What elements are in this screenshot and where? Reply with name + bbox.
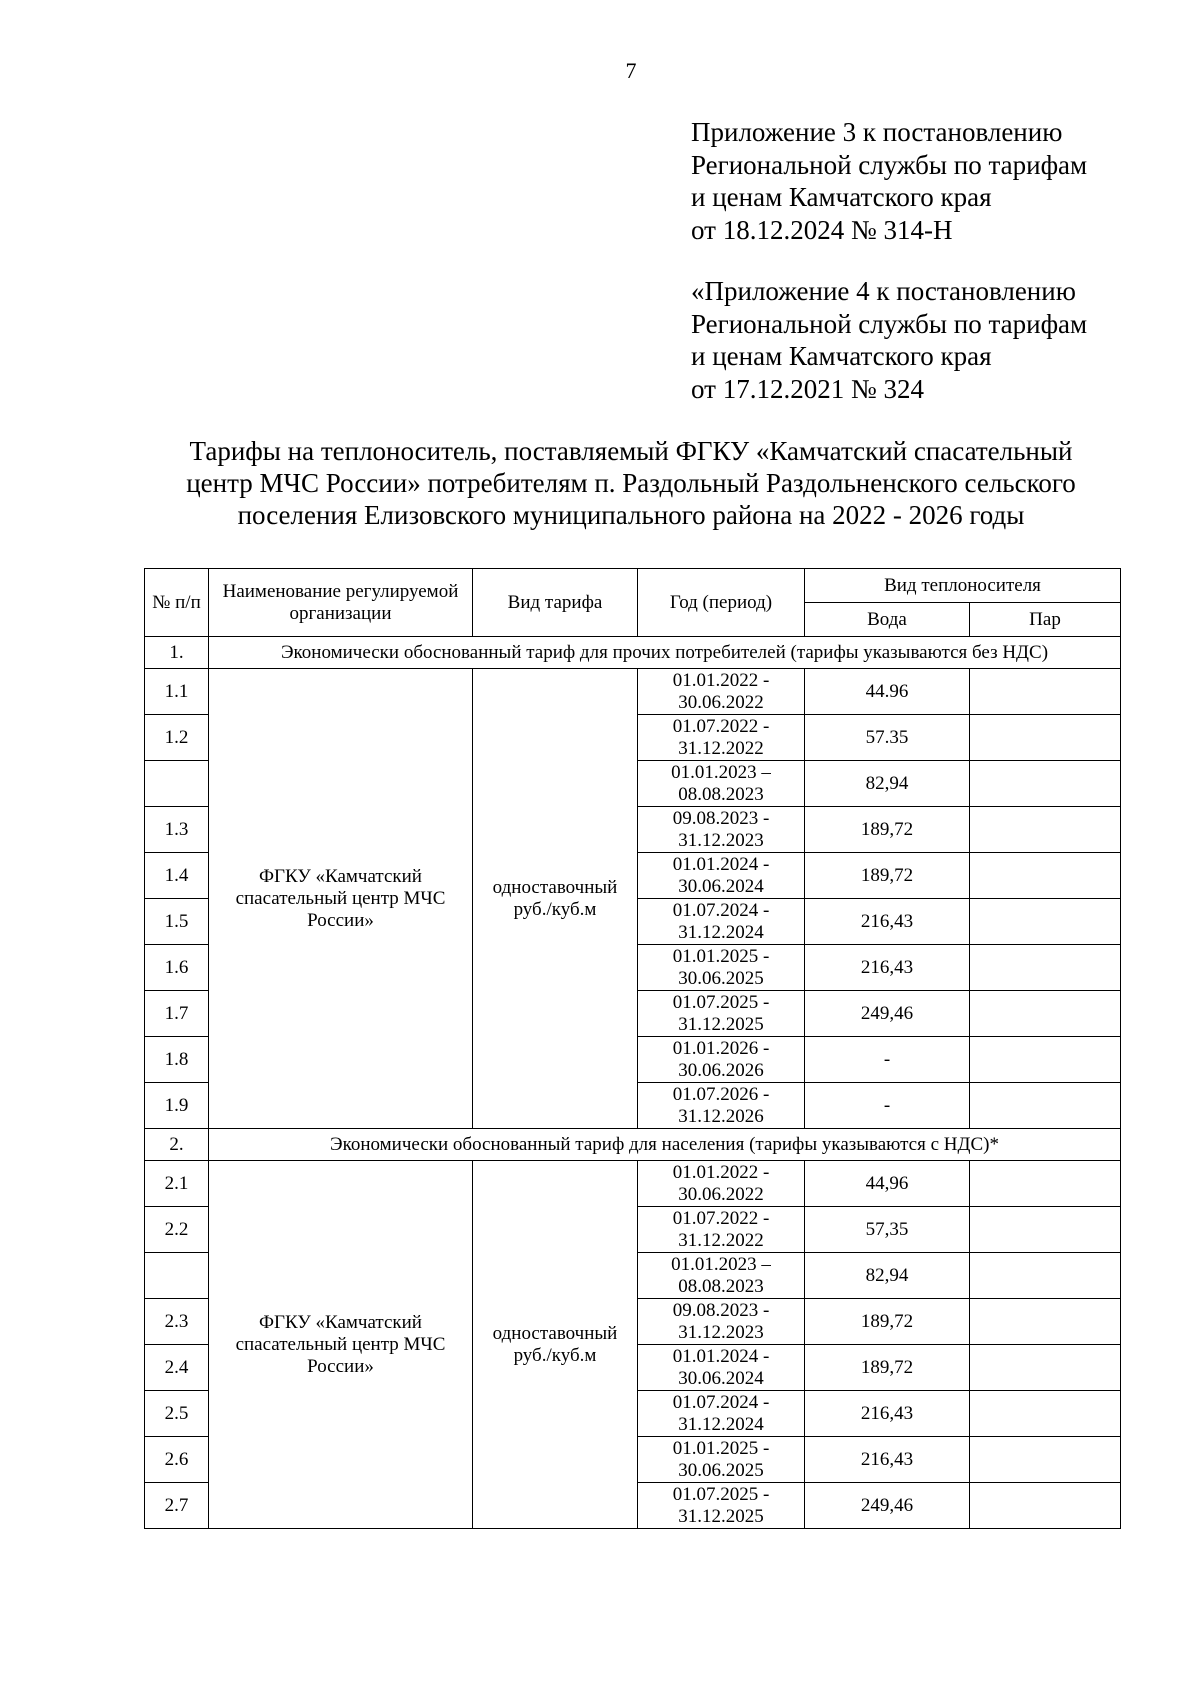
row-number: 2.3 <box>145 1299 209 1345</box>
steam-tariff <box>970 1161 1121 1207</box>
row-number <box>145 761 209 807</box>
water-tariff: 216,43 <box>805 945 970 991</box>
period-start: 01.07.2024 - <box>672 1391 770 1413</box>
steam-tariff <box>970 1437 1121 1483</box>
row-number: 1.1 <box>145 669 209 715</box>
period-end: 30.06.2024 <box>678 1367 764 1389</box>
water-tariff: - <box>805 1083 970 1129</box>
row-number <box>145 1253 209 1299</box>
appendix-line: и ценам Камчатского края <box>691 341 992 371</box>
period-end: 31.12.2024 <box>678 921 764 943</box>
period-end: 30.06.2024 <box>678 875 764 897</box>
header-organization: Наименование регулируемой организации <box>209 569 473 637</box>
period-cell <box>638 899 805 945</box>
steam-tariff <box>970 807 1121 853</box>
section-title: Экономически обоснованный тариф для населения (тарифы указываются с НДС)* <box>209 1129 1121 1161</box>
row-number: 1.9 <box>145 1083 209 1129</box>
period-cell <box>638 1299 805 1345</box>
period-end: 31.12.2024 <box>678 1413 764 1435</box>
row-number: 1.4 <box>145 853 209 899</box>
water-tariff: 249,46 <box>805 991 970 1037</box>
row-number: 2.5 <box>145 1391 209 1437</box>
period-cell <box>638 1037 805 1083</box>
header-number: № п/п <box>145 569 209 637</box>
steam-tariff <box>970 853 1121 899</box>
appendix-line: Региональной службы по тарифам <box>691 308 1088 339</box>
section-number: 2. <box>145 1129 209 1161</box>
period-start: 09.08.2023 - <box>672 1299 770 1321</box>
title-line: поселения Елизовского муниципального района на 2022 - 2026 годы <box>237 500 1025 530</box>
table-row <box>145 1161 1121 1207</box>
title-line: центр МЧС России» потребителям п. Раздольный Раздольненского сельского <box>186 468 1076 498</box>
period-cell <box>638 1345 805 1391</box>
period-start: 01.01.2023 – <box>671 761 771 783</box>
steam-tariff <box>970 1391 1121 1437</box>
period-start: 01.01.2025 - <box>672 1437 770 1459</box>
period-start: 01.01.2022 - <box>672 1161 770 1183</box>
tariff-type: одноставочный руб./куб.м <box>473 1161 638 1529</box>
period-cell <box>638 1253 805 1299</box>
water-tariff: 57,35 <box>805 1207 970 1253</box>
period-end: 30.06.2022 <box>678 1183 764 1205</box>
page-number: 7 <box>625 58 637 83</box>
row-number: 1.2 <box>145 715 209 761</box>
period-end: 31.12.2023 <box>678 1321 764 1343</box>
water-tariff: 216,43 <box>805 1391 970 1437</box>
section-row <box>145 1129 1121 1161</box>
tariff-type: одноставочный руб./куб.м <box>473 669 638 1129</box>
period-cell <box>638 1161 805 1207</box>
period-start: 09.08.2023 - <box>672 807 770 829</box>
period-cell <box>638 1391 805 1437</box>
row-number: 2.2 <box>145 1207 209 1253</box>
period-start: 01.01.2023 – <box>671 1253 771 1275</box>
steam-tariff <box>970 1207 1121 1253</box>
row-number: 1.8 <box>145 1037 209 1083</box>
water-tariff: 82,94 <box>805 761 970 807</box>
header-carrier-group: Вид теплоносителя <box>805 569 1121 603</box>
period-end: 30.06.2022 <box>678 691 764 713</box>
period-cell <box>638 991 805 1037</box>
appendix-current-reference <box>691 116 1171 246</box>
water-tariff: 82,94 <box>805 1253 970 1299</box>
header-tariff-type: Вид тарифа <box>473 569 638 637</box>
period-end: 31.12.2022 <box>678 1229 764 1251</box>
period-start: 01.07.2022 - <box>672 1207 770 1229</box>
water-tariff: 189,72 <box>805 807 970 853</box>
steam-tariff <box>970 1345 1121 1391</box>
period-end: 08.08.2023 <box>678 783 764 805</box>
row-number: 1.3 <box>145 807 209 853</box>
period-cell <box>638 761 805 807</box>
steam-tariff <box>970 991 1121 1037</box>
appendix-line: и ценам Камчатского края <box>691 182 992 212</box>
period-cell <box>638 1207 805 1253</box>
period-end: 30.06.2025 <box>678 1459 764 1481</box>
steam-tariff <box>970 715 1121 761</box>
water-tariff: 44,96 <box>805 1161 970 1207</box>
title-line: Тарифы на теплоноситель, поставляемый ФГКУ «Камчатский спасательный <box>189 436 1073 466</box>
period-start: 01.01.2025 - <box>672 945 770 967</box>
water-tariff: 189,72 <box>805 853 970 899</box>
appendix-line: от 17.12.2021 № 324 <box>691 373 924 404</box>
section-title: Экономически обоснованный тариф для прочих потребителей (тарифы указываются без НДС) <box>209 637 1121 669</box>
water-tariff: 44.96 <box>805 669 970 715</box>
period-end: 30.06.2026 <box>678 1059 764 1081</box>
section-number: 1. <box>145 637 209 669</box>
steam-tariff <box>970 1253 1121 1299</box>
row-number: 1.6 <box>145 945 209 991</box>
period-start: 01.01.2026 - <box>672 1037 770 1059</box>
period-cell <box>638 715 805 761</box>
water-tariff: 216,43 <box>805 1437 970 1483</box>
header-water: Вода <box>805 603 970 637</box>
period-start: 01.07.2022 - <box>672 715 770 737</box>
period-end: 30.06.2025 <box>678 967 764 989</box>
period-cell <box>638 807 805 853</box>
row-number: 1.5 <box>145 899 209 945</box>
period-cell <box>638 669 805 715</box>
period-cell <box>638 853 805 899</box>
water-tariff: 189,72 <box>805 1299 970 1345</box>
organization-name: ФГКУ «Камчатский спасательный центр МЧС России» <box>209 1161 473 1529</box>
table-header-row <box>145 569 1121 603</box>
organization-name: ФГКУ «Камчатский спасательный центр МЧС России» <box>209 669 473 1129</box>
steam-tariff <box>970 1299 1121 1345</box>
table-row <box>145 669 1121 715</box>
period-end: 31.12.2023 <box>678 829 764 851</box>
row-number: 1.7 <box>145 991 209 1037</box>
row-number: 2.7 <box>145 1483 209 1529</box>
period-start: 01.07.2026 - <box>672 1083 770 1105</box>
period-start: 01.07.2025 - <box>672 1483 770 1505</box>
appendix-line: Региональной службы по тарифам <box>691 149 1088 180</box>
period-cell <box>638 1483 805 1529</box>
period-cell <box>638 945 805 991</box>
water-tariff: 216,43 <box>805 899 970 945</box>
tariff-table <box>144 568 1121 1529</box>
steam-tariff <box>970 761 1121 807</box>
period-start: 01.07.2025 - <box>672 991 770 1013</box>
document-title <box>130 435 1132 531</box>
period-start: 01.01.2024 - <box>672 1345 770 1367</box>
appendix-previous-reference <box>691 275 1171 405</box>
period-end: 31.12.2022 <box>678 737 764 759</box>
steam-tariff <box>970 945 1121 991</box>
steam-tariff <box>970 669 1121 715</box>
row-number: 2.4 <box>145 1345 209 1391</box>
appendix-line: от 18.12.2024 № 314-Н <box>691 214 953 245</box>
water-tariff: 57.35 <box>805 715 970 761</box>
period-end: 31.12.2026 <box>678 1105 764 1127</box>
steam-tariff <box>970 1483 1121 1529</box>
header-period: Год (период) <box>638 569 805 637</box>
water-tariff: 249,46 <box>805 1483 970 1529</box>
steam-tariff <box>970 1083 1121 1129</box>
row-number: 2.1 <box>145 1161 209 1207</box>
row-number: 2.6 <box>145 1437 209 1483</box>
period-end: 31.12.2025 <box>678 1013 764 1035</box>
period-start: 01.01.2022 - <box>672 669 770 691</box>
header-steam: Пар <box>970 603 1121 637</box>
period-end: 08.08.2023 <box>678 1275 764 1297</box>
period-end: 31.12.2025 <box>678 1505 764 1527</box>
period-cell <box>638 1083 805 1129</box>
steam-tariff <box>970 1037 1121 1083</box>
appendix-line: «Приложение 4 к постановлению <box>691 276 1076 306</box>
steam-tariff <box>970 899 1121 945</box>
period-cell <box>638 1437 805 1483</box>
period-start: 01.01.2024 - <box>672 853 770 875</box>
period-start: 01.07.2024 - <box>672 899 770 921</box>
section-row <box>145 637 1121 669</box>
water-tariff: 189,72 <box>805 1345 970 1391</box>
appendix-line: Приложение 3 к постановлению <box>691 117 1063 147</box>
water-tariff: - <box>805 1037 970 1083</box>
